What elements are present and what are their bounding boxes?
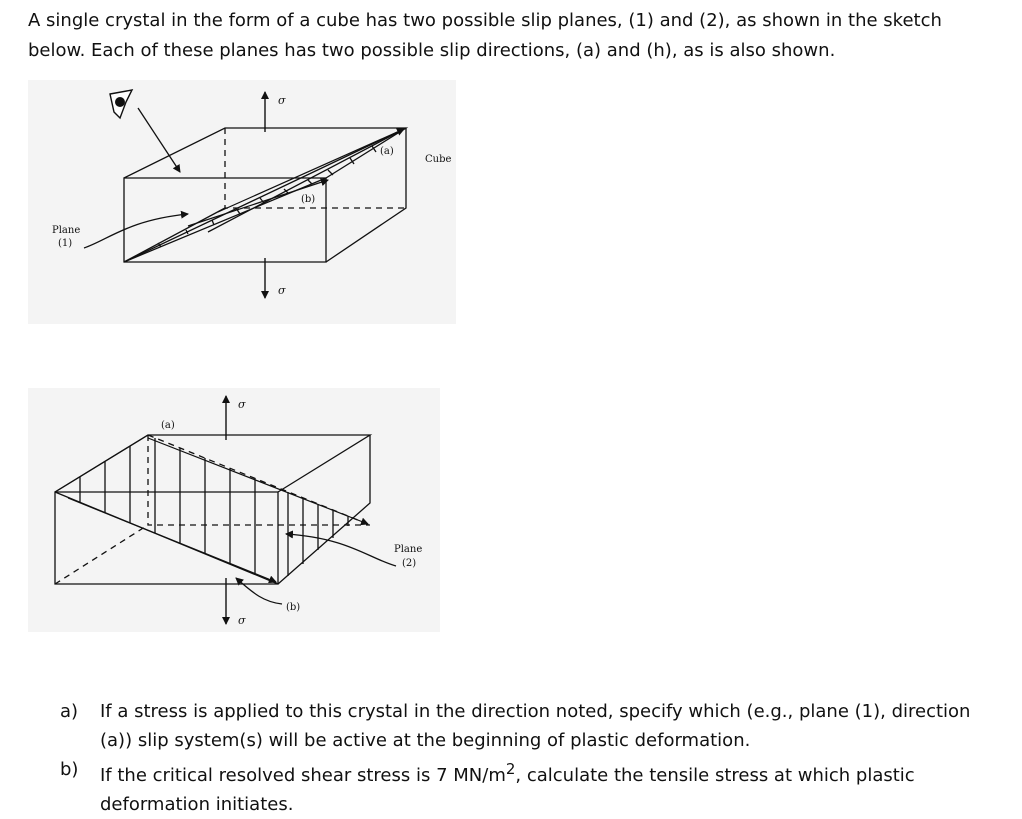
question-text-main: If the critical resolved shear stress is 7 MN/m <box>100 765 506 786</box>
question-text <box>100 697 1000 755</box>
cube-label: Cube <box>425 154 452 165</box>
plane-1-label-line2: (1) <box>58 238 73 249</box>
figure-plane-2-drawing <box>28 388 440 632</box>
question-item <box>60 697 1000 755</box>
question-text-main: If a stress is applied to this crystal in the direction noted, specify which (e.g., plane (1), direction (a)) slip system(s) will be active at the beginning of plastic deformation. <box>100 701 971 751</box>
plane-2-label-line1: Plane <box>394 544 423 555</box>
question-text-tail: , calculate the tensile stress at which plastic deformation initiates. <box>100 765 915 815</box>
question-item <box>60 755 1000 819</box>
figure-plane-1 <box>28 80 456 324</box>
unit-superscript: 2 <box>505 760 516 778</box>
sigma-bottom-label: σ <box>278 284 286 297</box>
figure-plane-1-drawing <box>28 80 456 324</box>
question-list <box>60 697 1000 819</box>
sigma-top-label: σ <box>238 398 246 411</box>
problem-intro: A single crystal in the form of a cube has two possible slip planes, (1) and (2), as shown in the sketch below. Each of these planes has two possible slip directions, (a) and (h), as is also shown. <box>28 10 942 61</box>
direction-a-label: (a) <box>380 146 394 157</box>
question-marker: a) <box>60 701 79 722</box>
eye-icon <box>110 90 132 118</box>
sigma-top-label: σ <box>278 94 286 107</box>
plane-2-label-line2: (2) <box>402 558 417 569</box>
figure-plane-2 <box>28 388 440 632</box>
question-marker: b) <box>60 759 79 780</box>
question-text <box>100 755 1000 819</box>
direction-b-label: (b) <box>301 194 316 205</box>
direction-a-label: (a) <box>161 420 175 431</box>
direction-b-label: (b) <box>286 602 301 613</box>
plane-1-label-line1: Plane <box>52 225 81 236</box>
sigma-bottom-label: σ <box>238 614 246 627</box>
